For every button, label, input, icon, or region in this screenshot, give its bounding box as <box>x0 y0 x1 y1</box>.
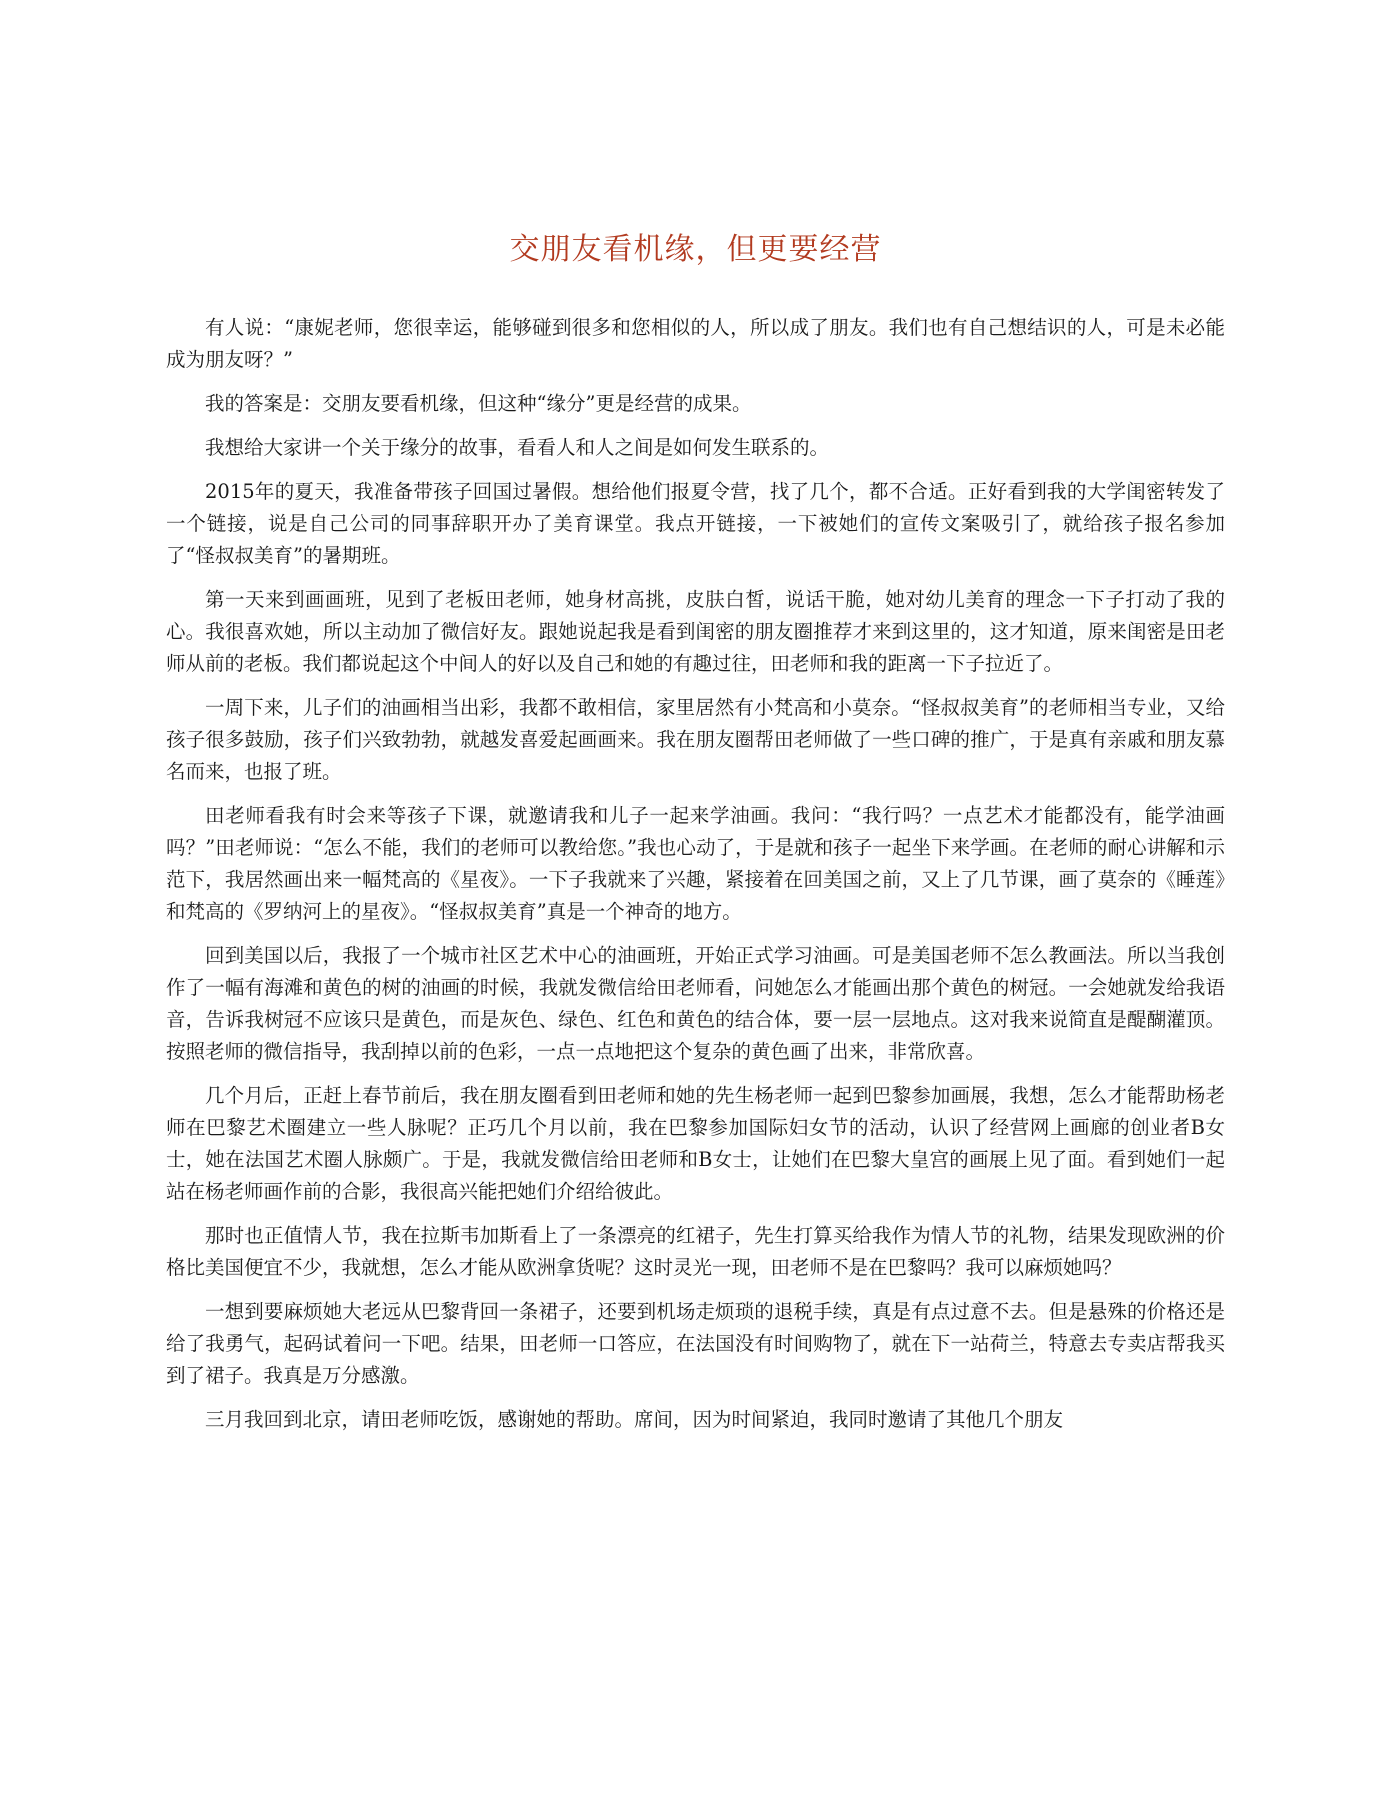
paragraph: 2015年的夏天，我准备带孩子回国过暑假。想给他们报夏令营，找了几个，都不合适。正好看到我的大学闺密转发了一个链接，说是自己公司的同事辞职开办了美育课堂。我点开链接，一下被她们的宣传文案吸引了，就给孩子报名参加了“怪叔叔美育”的暑期班。 <box>166 480 1225 567</box>
paragraph: 三月我回到北京，请田老师吃饭，感谢她的帮助。席间，因为时间紧迫，我同时邀请了其他几个朋友 <box>205 1408 1064 1431</box>
article-body <box>166 312 1225 1436</box>
paragraph: 回到美国以后，我报了一个城市社区艺术中心的油画班，开始正式学习油画。可是美国老师不怎么教画法。所以当我创作了一幅有海滩和黄色的树的油画的时候，我就发微信给田老师看，问她怎么才能画出那个黄色的树冠。一会她就发给我语音，告诉我树冠不应该只是黄色，而是灰色、绿色、红色和黄色的结合体，要一层一层地点。这对我来说简直是醍醐灌顶。按照老师的微信指导，我刮掉以前的色彩，一点一点地把这个复杂的黄色画了出来，非常欣喜。 <box>166 944 1225 1063</box>
paragraph: 我想给大家讲一个关于缘分的故事，看看人和人之间是如何发生联系的。 <box>205 436 830 459</box>
paragraph: 一周下来，儿子们的油画相当出彩，我都不敢相信，家里居然有小梵高和小莫奈。“怪叔叔美育”的老师相当专业，又给孩子很多鼓励，孩子们兴致勃勃，就越发喜爱起画画来。我在朋友圈帮田老师做了一些口碑的推广，于是真有亲戚和朋友慕名而来，也报了班。 <box>166 696 1225 783</box>
paragraph: 田老师看我有时会来等孩子下课，就邀请我和儿子一起来学油画。我问：“我行吗？一点艺术才能都没有，能学油画吗？”田老师说：“怎么不能，我们的老师可以教给您。”我也心动了，于是就和孩子一起坐下来学画。在老师的耐心讲解和示范下，我居然画出来一幅梵高的《星夜》。一下子我就来了兴趣，紧接着在回美国之前，又上了几节课，画了莫奈的《睡莲》和梵高的《罗纳河上的星夜》。“怪叔叔美育”真是一个神奇的地方。 <box>166 804 1225 923</box>
paragraph: 我的答案是：交朋友要看机缘，但这种“缘分”更是经营的成果。 <box>205 392 752 415</box>
paragraph: 第一天来到画画班，见到了老板田老师，她身材高挑，皮肤白皙，说话干脆，她对幼儿美育的理念一下子打动了我的心。我很喜欢她，所以主动加了微信好友。跟她说起我是看到闺密的朋友圈推荐才来到这里的，这才知道，原来闺密是田老师从前的老板。我们都说起这个中间人的好以及自己和她的有趣过往，田老师和我的距离一下子拉近了。 <box>166 588 1225 675</box>
paragraph: 有人说：“康妮老师，您很幸运，能够碰到很多和您相似的人，所以成了朋友。我们也有自己想结识的人，可是未必能成为朋友呀？” <box>166 316 1225 371</box>
paragraph: 那时也正值情人节，我在拉斯韦加斯看上了一条漂亮的红裙子，先生打算买给我作为情人节的礼物，结果发现欧洲的价格比美国便宜不少，我就想，怎么才能从欧洲拿货呢？这时灵光一现，田老师不是在巴黎吗？我可以麻烦她吗？ <box>166 1224 1225 1279</box>
paragraph: 一想到要麻烦她大老远从巴黎背回一条裙子，还要到机场走烦琐的退税手续，真是有点过意不去。但是悬殊的价格还是给了我勇气，起码试着问一下吧。结果，田老师一口答应，在法国没有时间购物了，就在下一站荷兰，特意去专卖店帮我买到了裙子。我真是万分感激。 <box>166 1300 1225 1387</box>
article-title: 交朋友看机缘，但更要经营 <box>509 232 882 267</box>
paragraph: 几个月后，正赶上春节前后，我在朋友圈看到田老师和她的先生杨老师一起到巴黎参加画展，我想，怎么才能帮助杨老师在巴黎艺术圈建立一些人脉呢？正巧几个月以前，我在巴黎参加国际妇女节的活动，认识了经营网上画廊的创业者B女士，她在法国艺术圈人脉颇广。于是，我就发微信给田老师和B女士，让她们在巴黎大皇宫的画展上见了面。看到她们一起站在杨老师画作前的合影，我很高兴能把她们介绍给彼此。 <box>166 1084 1225 1203</box>
